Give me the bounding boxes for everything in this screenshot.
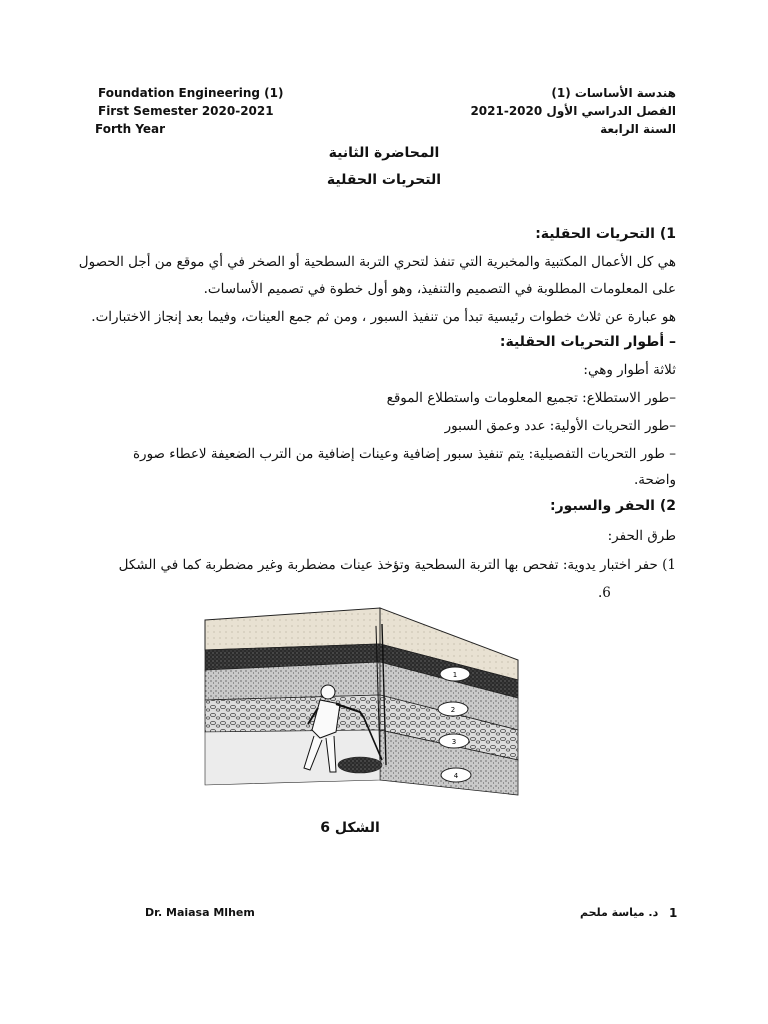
section1-heading: 1) التحريات الحقلية: bbox=[535, 226, 676, 242]
phase-2: –طور التحريات الأولية: عدد وعمق السبور bbox=[444, 418, 676, 434]
section1-para2: هو عبارة عن ثلاث خطوات رئيسية تبدأ من تنفيذ السبور ، ومن ثم جمع العينات، وفيما بعد إنجاز الاختبارات. bbox=[91, 309, 676, 325]
phase-1: –طور الاستطلاع: تجميع المعلومات واستطلاع الموقع bbox=[386, 390, 676, 406]
lecture-title: المحاضرة الثانية bbox=[328, 145, 440, 161]
figure-caption: الشكل 6 bbox=[320, 820, 380, 836]
course-title-en: Foundation Engineering (1) bbox=[98, 86, 284, 100]
pit-back-wall bbox=[205, 608, 380, 732]
layer-label-1 bbox=[440, 667, 470, 681]
course-title-ar: هندسة الأساسات (1) bbox=[551, 86, 676, 100]
method-1-line1: 1) حفر اختبار يدوية: تفحص بها التربة السطحية وتؤخذ عينات مضطربة وغير مضطربة كما في الشكل bbox=[118, 557, 676, 573]
section1-para1-line2: على المعلومات المطلوبة في التصميم والتنفيذ، وهو أول خطوة في تصميم الأساسات. bbox=[203, 281, 676, 297]
phases-heading: – أطوار التحريات الحقلية: bbox=[499, 334, 676, 350]
svg-text:3: 3 bbox=[451, 738, 457, 746]
layer-label-2 bbox=[438, 702, 468, 716]
svg-text:1: 1 bbox=[452, 671, 458, 679]
section1-para1-line1: هي كل الأعمال المكتبية والمخبرية التي تنفذ لتحري التربة السطحية أو الصخر في أي موقع من أجل الحصول bbox=[78, 254, 676, 270]
year-ar: السنة الرابعة bbox=[600, 122, 676, 136]
svg-text:2: 2 bbox=[450, 706, 456, 714]
svg-text:4: 4 bbox=[453, 772, 459, 780]
footer-author-ar: د. مياسة ملحم bbox=[580, 906, 659, 919]
soil-layers-figure bbox=[200, 600, 540, 810]
drilling-methods: طرق الحفر: bbox=[607, 528, 676, 544]
section2-heading: 2) الحفر والسبور: bbox=[550, 498, 676, 514]
phase-3-line2: واضحة. bbox=[634, 472, 676, 488]
semester-en: First Semester 2020-2021 bbox=[98, 104, 274, 118]
footer-author-en: Dr. Maiasa Mlhem bbox=[145, 906, 255, 919]
method-1-line2: .6 bbox=[598, 585, 611, 601]
topic-title: التحريات الحقلية bbox=[326, 172, 442, 188]
phase-3-line1: – طور التحريات التفصيلية: يتم تنفيذ سبور إضافية وعينات إضافية من الترب الضعيفة لاعطاء صورة bbox=[132, 446, 676, 462]
phases-intro: ثلاثة أطوار وهي: bbox=[583, 362, 676, 378]
page-number: 1 bbox=[669, 906, 678, 920]
spoil-pile bbox=[338, 757, 382, 773]
layer-label-4 bbox=[441, 768, 471, 782]
year-en: Forth Year bbox=[95, 122, 166, 136]
pit-side-wall bbox=[380, 608, 518, 795]
layer-label-3 bbox=[439, 734, 469, 748]
semester-ar: الفصل الدراسي الأول 2020-2021 bbox=[470, 104, 676, 118]
